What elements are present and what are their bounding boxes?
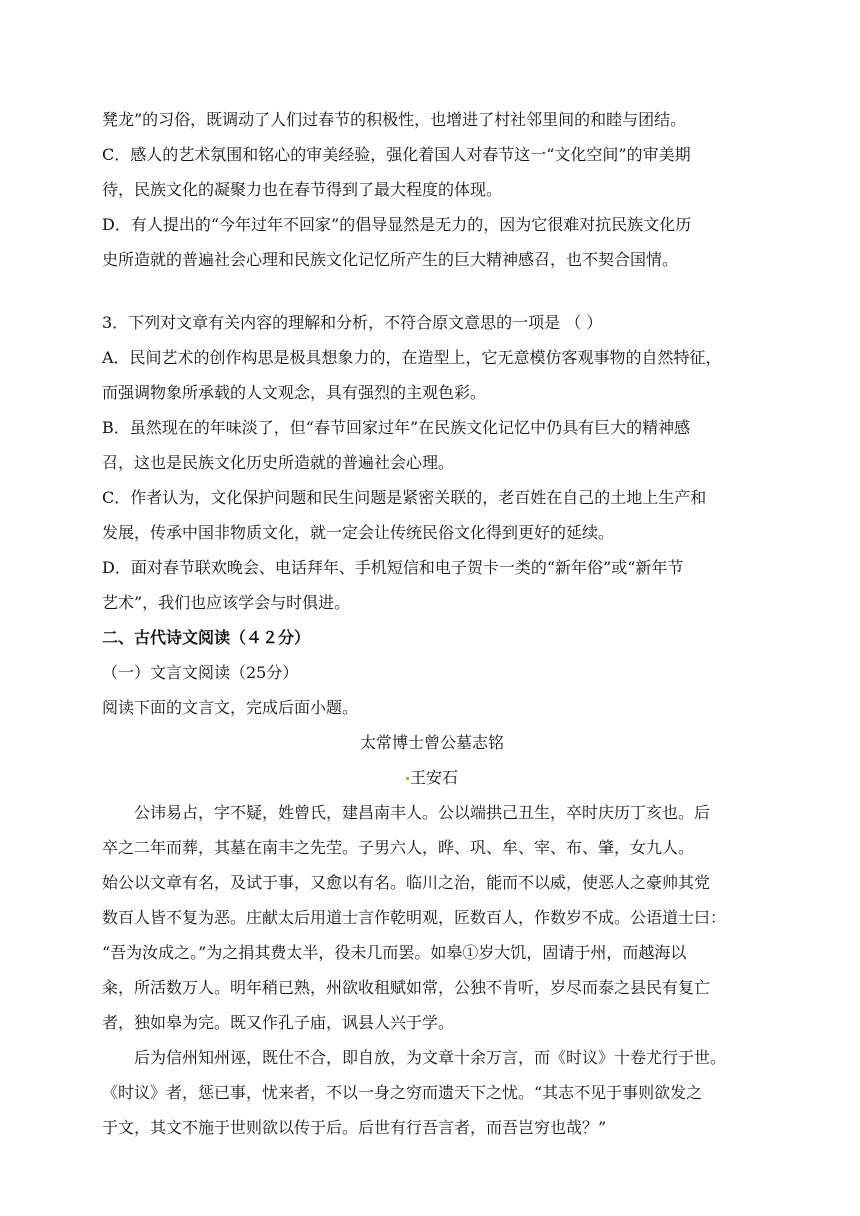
previous-question-options xyxy=(102,102,762,277)
paragraph-2-line: 于文，其文不施于世则欲以传于后。后世有行吾言者，而吾岂穷也哉？” xyxy=(102,1118,607,1137)
marker-dot-icon xyxy=(406,777,409,780)
text-line: 发展，传承中国非物质文化，就一定会让传统民俗文化得到更好的延续。 xyxy=(102,523,615,542)
instruction: 阅读下面的文言文，完成后面小题。 xyxy=(102,698,359,717)
paragraph-1-line: 始公以文章有名，及试于事，又愈以有名。临川之治，能而不以威，使恶人之豪帅其党 xyxy=(102,873,711,892)
option-d: D．有人提出的“今年过年不回家”的倡导显然是无力的，因为它很难对抗民族文化历 xyxy=(102,215,692,234)
section-title: 二、古代诗文阅读（４２分） xyxy=(102,628,311,647)
text-line: 召，这也是民族文化历史所造就的普遍社会心理。 xyxy=(102,453,455,472)
option-d: D．面对春节联欢晚会、电话拜年、手机短信和电子贺卡一类的“新年俗”或“新年节 xyxy=(102,558,684,577)
text-line: 艺术”，我们也应该学会与时俱进。 xyxy=(102,593,351,612)
option-c: C．感人的艺术氛围和铭心的审美经验，强化着国人对春节这一“文化空间”的审美期 xyxy=(102,145,691,164)
paragraph-1-line: 公讳易占，字不疑，姓曾氏，建昌南丰人。公以端拱己丑生，卒时庆历丁亥也。后 xyxy=(134,803,711,822)
text-line: 凳龙”的习俗，既调动了人们过春节的积极性，也增进了村社邻里间的和睦与团结。 xyxy=(102,110,687,129)
paragraph-1-line: 卒之二年而葬，其墓在南丰之先茔。子男六人，晔、巩、牟、宰、布、肇，女九人。 xyxy=(102,838,695,857)
text-line: 而强调物象所承载的人文观念，具有强烈的主观色彩。 xyxy=(102,383,487,402)
paragraph-1-line: 者，独如皋为完。既又作孔子庙，讽县人兴于学。 xyxy=(102,1013,455,1032)
paragraph-1-line: “吾为汝成之。”为之捐其费太半，役未几而罢。如皋①岁大饥，固请于州，而越海以 xyxy=(102,943,687,962)
text-line: 待，民族文化的凝聚力也在春节得到了最大程度的体现。 xyxy=(102,180,503,199)
paragraph-2-line: 《时议》者，惩已事，忧来者，不以一身之穷而遗天下之忧。“其志不见于事则欲发之 xyxy=(102,1083,703,1102)
text-line: 史所造就的普遍社会心理和民族文化记忆所产生的巨大精神感召，也不契合国情。 xyxy=(102,250,679,269)
option-c: C．作者认为，文化保护问题和民生问题是紧密关联的，老百姓在自己的土地上生产和 xyxy=(102,488,707,507)
paragraph-1-line: 籴，所活数万人。明年稍已熟，州欲收租赋如常，公独不肯听，岁尽而泰之县民有复亡 xyxy=(102,978,711,997)
passage-author-line xyxy=(102,760,762,795)
question-3-stem: 3．下列对文章有关内容的理解和分析，不符合原文意思的一项是 （ ） xyxy=(102,313,603,332)
passage-author: 王安石 xyxy=(409,768,458,787)
subsection-title: （一）文言文阅读（25分） xyxy=(102,663,299,682)
question-3 xyxy=(102,305,762,1145)
option-a: A．民间艺术的创作构思是极具想象力的，在造型上，它无意模仿客观事物的自然特征， xyxy=(102,348,722,367)
option-b: B．虽然现在的年味淡了，但“春节回家过年”在民族文化记忆中仍具有巨大的精神感 xyxy=(102,418,691,437)
paragraph-1-line: 数百人皆不复为恶。庄献太后用道士言作乾明观，匠数百人，作数岁不成。公语道士曰： xyxy=(102,908,727,927)
paragraph-2-line: 后为信州知州诬，既仕不合，即自放，为文章十余万言，而《时议》十卷尤行于世。 xyxy=(134,1048,727,1067)
passage-title: 太常博士曾公墓志铭 xyxy=(359,733,504,752)
